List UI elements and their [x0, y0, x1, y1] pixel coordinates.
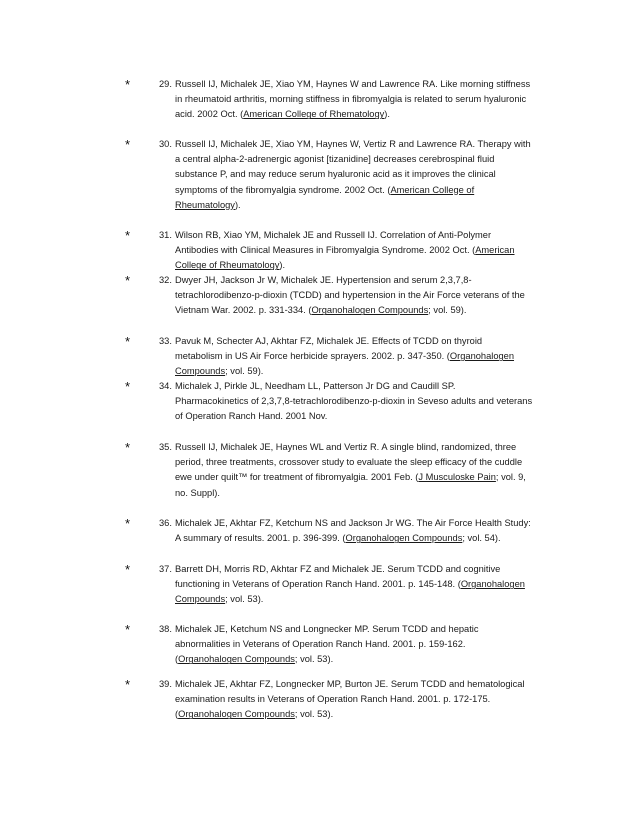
publication-title: Organohalogen Compounds [178, 654, 295, 665]
reference-text-segment: ; vol. 53). [294, 654, 334, 665]
reference-text-segment: of Operation Ranch Hand. 2001 Nov. [175, 411, 328, 422]
reference-line [175, 562, 583, 577]
reference-text-segment: no. Suppl). [175, 487, 220, 498]
reference-line [175, 92, 583, 107]
reference-number: 31. [159, 230, 172, 240]
reference-text [175, 440, 583, 501]
publication-title: American College of Rhematology [243, 109, 385, 120]
reference-text-segment: Michalek JE, Akhtar FZ, Longnecker MP, Burton JE. Serum TCDD and hematological [175, 679, 525, 689]
reference-text-segment: A summary of results. 2001. p. 396-399. ( [175, 533, 346, 544]
reference-line [175, 137, 583, 152]
reference-text-segment: ; vol. 53). [225, 594, 264, 605]
reference-line [175, 303, 583, 318]
reference-number: 29. [159, 79, 172, 89]
publication-title: Organohalogen [460, 579, 525, 590]
reference-line [175, 152, 583, 167]
reference-text-segment: ewe under quilt™ for treatment of fibromyalgia. 2001 Feb. ( [175, 472, 419, 483]
publication-title: American [475, 245, 515, 256]
reference-line [175, 707, 583, 722]
reference-text-segment: ; vol. 53). [294, 709, 334, 720]
reference-line [175, 167, 583, 182]
reference-text-segment: Barrett DH, Morris RD, Akhtar FZ and Michalek JE. Serum TCDD and cognitive [175, 564, 501, 574]
reference-text-segment: ). [384, 109, 390, 120]
publication-title: Rheumatology [175, 199, 235, 210]
reference-number: 36. [159, 518, 172, 528]
reference-text-segment: substance P, and may reduce serum hyaluronic acid as it improves the clinical [175, 169, 496, 180]
reference-line [175, 652, 583, 667]
reference-text [175, 516, 583, 546]
reference-text-segment: ; vol. 54). [462, 533, 501, 544]
bullet-asterisk: * [125, 622, 131, 637]
publication-title: American College of [390, 184, 475, 195]
reference-text-segment: ( [175, 654, 179, 665]
reference-text [175, 562, 583, 608]
bullet-asterisk: * [125, 334, 131, 349]
reference-number: 37. [159, 564, 172, 574]
reference-text [175, 379, 583, 425]
reference-number: 35. [159, 442, 172, 452]
reference-line [175, 486, 583, 501]
publication-title: Organohalogen Compounds [345, 533, 463, 544]
reference-text-segment: ; vol. 9, [495, 472, 526, 483]
reference-number: 32. [159, 275, 172, 285]
reference-text-segment: Russell IJ, Michalek JE, Xiao YM, Haynes W and Lawrence RA. Like morning stiffness [175, 79, 531, 89]
publication-title: Organohalogen Compounds [311, 305, 429, 316]
reference-line [175, 577, 583, 592]
reference-line [175, 470, 583, 485]
bullet-asterisk: * [125, 677, 131, 692]
reference-text-segment: Vietnam War. 2002. p. 331-334. ( [175, 305, 312, 316]
reference-text-segment: Wilson RB, Xiao YM, Michalek JE and Russell IJ. Correlation of Anti-Polymer [175, 230, 492, 240]
reference-line [175, 77, 583, 92]
reference-text-segment: ). [279, 260, 286, 271]
reference-line [175, 677, 583, 692]
bullet-asterisk: * [125, 379, 131, 394]
reference-text-segment: ). [234, 199, 241, 210]
reference-line [175, 440, 583, 455]
reference-text-segment: Russell IJ, Michalek JE, Xiao YM, Haynes W, Vertiz R and Lawrence RA. Therapy with [175, 139, 531, 149]
reference-line [175, 288, 583, 303]
publication-title: Organohalogen [449, 351, 515, 362]
reference-text [175, 228, 583, 274]
bullet-asterisk: * [125, 440, 131, 455]
reference-text-segment: Michalek JE, Ketchum NS and Longnecker MP. Serum TCDD and hepatic [175, 624, 479, 634]
reference-text-segment: in rheumatoid arthritis, morning stiffness in fibromyalgia is related to serum hyaluronic [175, 94, 527, 105]
reference-text-segment: acid. 2002 Oct. ( [175, 109, 244, 120]
reference-text [175, 334, 583, 380]
reference-text-segment: Pavuk M, Schecter AJ, Akhtar FZ, Michalek JE. Effects of TCDD on thyroid [175, 336, 483, 346]
reference-line [175, 349, 583, 364]
bullet-asterisk: * [125, 137, 131, 152]
reference-number: 33. [159, 336, 172, 346]
publication-title: Compounds [175, 594, 226, 605]
reference-text [175, 77, 583, 123]
reference-line [175, 409, 583, 424]
reference-line [175, 334, 583, 349]
reference-line [175, 592, 583, 607]
reference-text-segment: ; vol. 59). [428, 305, 467, 316]
reference-text-segment: ; vol. 59). [225, 366, 264, 377]
reference-number: 34. [159, 381, 172, 391]
reference-text-segment: examination results in Veterans of Operation Ranch Hand. 2001. p. 172-175. [175, 694, 491, 705]
bullet-asterisk: * [125, 77, 131, 92]
reference-line [175, 622, 583, 637]
reference-line [175, 379, 583, 394]
reference-number: 38. [159, 624, 172, 634]
reference-line [175, 183, 583, 198]
reference-text [175, 137, 583, 213]
reference-text-segment: Russell IJ, Michalek JE, Haynes WL and Vertiz R. A single blind, randomized, three [175, 442, 517, 452]
reference-line [175, 531, 583, 546]
reference-text-segment: ( [175, 709, 179, 720]
reference-text [175, 622, 583, 668]
reference-text-segment: metabolism in US Air Force herbicide sprayers. 2002. p. 347-350. ( [175, 351, 450, 362]
reference-text-segment: Pharmacokinetics of 2,3,7,8-tetrachlorodibenzo-p-dioxin in Seveso adults and veterans [175, 396, 533, 407]
publication-title: Organohalogen Compounds [178, 709, 295, 720]
reference-line [175, 455, 583, 470]
reference-line [175, 692, 583, 707]
reference-line [175, 107, 583, 122]
reference-text-segment: period, three treatments, crossover study to evaluate the sleep efficacy of the cuddle [175, 457, 523, 468]
reference-text-segment: abnormalities in Veterans of Operation Ranch Hand. 2001. p. 159-162. [175, 639, 466, 650]
publication-title: J Musculoske Pain [418, 472, 496, 483]
reference-line [175, 637, 583, 652]
publication-title: College of Rheumatology [175, 260, 280, 271]
reference-text-segment: Antibodies with Clinical Measures in Fibromyalgia Syndrome. 2002 Oct. ( [175, 245, 476, 256]
reference-line [175, 364, 583, 379]
publication-title: Compounds [175, 366, 226, 377]
reference-line [175, 258, 583, 273]
bullet-asterisk: * [125, 516, 131, 531]
bullet-asterisk: * [125, 562, 131, 577]
reference-text-segment: tetrachlorodibenzo-p-dioxin (TCDD) and hypertension in the Air Force veterans of the [175, 290, 525, 301]
reference-line [175, 516, 583, 531]
reference-line [175, 198, 583, 213]
reference-text [175, 677, 583, 723]
reference-text-segment: a central alpha-2-adrenergic agonist [tizanidine] decreases cerebrospinal fluid [175, 154, 495, 165]
reference-text-segment: symptoms of the fibromyalgia syndrome. 2002 Oct. ( [175, 184, 391, 195]
reference-line [175, 228, 583, 243]
bullet-asterisk: * [125, 273, 131, 288]
reference-text-segment: Dwyer JH, Jackson Jr W, Michalek JE. Hypertension and serum 2,3,7,8- [175, 275, 472, 285]
reference-line [175, 243, 583, 258]
reference-number: 30. [159, 139, 172, 149]
bullet-asterisk: * [125, 228, 131, 243]
reference-text-segment: functioning in Veterans of Operation Ranch Hand. 2001. p. 145-148. ( [175, 579, 461, 590]
reference-line [175, 273, 583, 288]
reference-line [175, 394, 583, 409]
reference-text [175, 273, 583, 319]
reference-text-segment: Michalek J, Pirkle JL, Needham LL, Patterson Jr DG and Caudill SP. [175, 381, 456, 391]
reference-text-segment: Michalek JE, Akhtar FZ, Ketchum NS and Jackson Jr WG. The Air Force Health Study: [175, 518, 531, 528]
reference-number: 39. [159, 679, 172, 689]
